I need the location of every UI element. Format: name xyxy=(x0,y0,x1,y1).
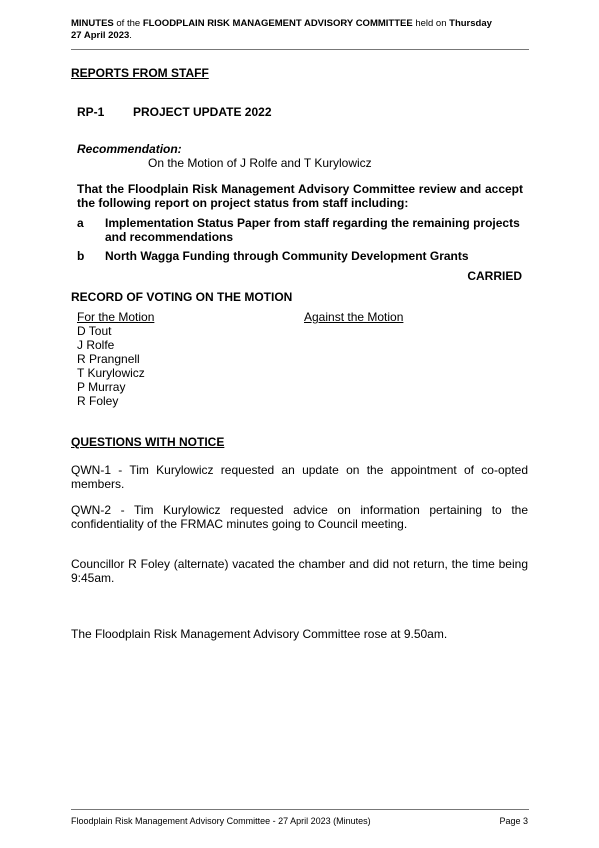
vacated-note: Councillor R Foley (alternate) vacated the chamber and did not return, the time being 9:45am. xyxy=(71,557,528,585)
for-name: R Prangnell xyxy=(77,352,140,366)
against-motion-label: Against the Motion xyxy=(304,310,404,324)
for-name: T Kurylowicz xyxy=(77,366,145,380)
list-item-b: North Wagga Funding through Community Development Grants xyxy=(105,249,469,263)
header-date: 27 April 2023 xyxy=(71,30,130,41)
reports-heading: REPORTS FROM STAFF xyxy=(71,66,209,80)
for-name: D Tout xyxy=(77,324,112,338)
footer-rule xyxy=(71,809,529,810)
question-qwn-2: QWN-2 - Tim Kurylowicz requested advice on information pertaining to the confidentiality of the FRMAC minutes going to Council meeting. xyxy=(71,503,528,531)
questions-heading: QUESTIONS WITH NOTICE xyxy=(71,435,225,449)
header-held-on: held on xyxy=(412,18,450,29)
footer-title: Floodplain Risk Management Advisory Committee - 27 April 2023 (Minutes) xyxy=(71,816,371,826)
question-qwn-1: QWN-1 - Tim Kurylowicz requested an update on the appointment of co-opted members. xyxy=(71,463,528,491)
motion-text: On the Motion of J Rolfe and T Kurylowicz xyxy=(148,156,372,170)
header-period: . xyxy=(129,30,132,41)
page-header xyxy=(71,18,531,42)
header-committee: FLOODPLAIN RISK MANAGEMENT ADVISORY COMMITTEE xyxy=(142,18,413,29)
list-letter-a: a xyxy=(77,216,84,230)
for-motion-label: For the Motion xyxy=(77,310,155,324)
voting-heading: RECORD OF VOTING ON THE MOTION xyxy=(71,290,293,304)
header-of: of the xyxy=(113,18,143,29)
page-number: Page 3 xyxy=(499,816,528,826)
resolution-text: That the Floodplain Risk Management Advisory Committee review and accept the following report on project status from staff including: xyxy=(77,182,523,210)
carried-status: CARRIED xyxy=(467,269,522,283)
closing-note: The Floodplain Risk Management Advisory Committee rose at 9.50am. xyxy=(71,627,448,641)
for-name: P Murray xyxy=(77,380,126,394)
item-title: PROJECT UPDATE 2022 xyxy=(133,105,272,119)
recommendation-label: Recommendation: xyxy=(77,142,182,156)
for-name: J Rolfe xyxy=(77,338,115,352)
for-name: R Foley xyxy=(77,394,119,408)
list-letter-b: b xyxy=(77,249,85,263)
item-number: RP-1 xyxy=(77,105,105,119)
header-minutes: MINUTES xyxy=(71,18,114,29)
list-item-a: Implementation Status Paper from staff regarding the remaining projects and recommendations xyxy=(105,216,520,244)
header-day: Thursday xyxy=(449,18,492,29)
header-rule xyxy=(71,49,529,50)
